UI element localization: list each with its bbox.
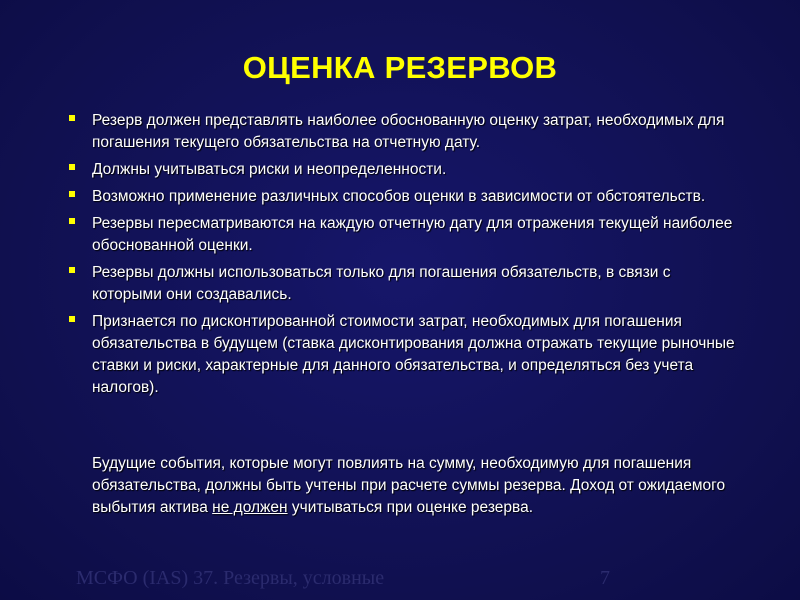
bullet-text: Возможно применение различных способов оценки в зависимости от обстоятельств. — [92, 188, 706, 205]
bullet-text: Должны учитываться риски и неопределенности. — [92, 161, 447, 178]
square-bullet-icon — [69, 191, 75, 197]
bullet-text: Признается по дисконтированной стоимости затрат, необходимых для погашения обязательства в будущем (ставка дисконтирования должна отражать текущие рыночные ставки и риски, характерные для данного обязательства, и определяться без учета налогов). — [92, 313, 735, 396]
square-bullet-icon — [69, 267, 75, 273]
note-text-after: учитываться при оценке резерва. — [287, 499, 533, 516]
note-underlined-text: не должен — [212, 499, 288, 516]
bullet-text: Резервы пересматриваются на каждую отчетную дату для отражения текущей наиболее обоснованной оценки. — [92, 215, 733, 254]
bullet-text: Резервы должны использоваться только для погашения обязательств, в связи с которыми они создавались. — [92, 264, 671, 303]
list-item — [66, 159, 736, 181]
bullet-text: Резерв должен представлять наиболее обоснованную оценку затрат, необходимых для погашения текущего обязательства на отчетную дату. — [92, 112, 725, 151]
list-item — [66, 110, 736, 154]
slide-title: ОЦЕНКА РЕЗЕРВОВ — [242, 50, 558, 85]
list-item — [66, 213, 736, 257]
page-number: 7 — [600, 567, 610, 589]
note-paragraph — [92, 453, 732, 519]
square-bullet-icon — [69, 164, 75, 170]
note-text-before: Будущие события, которые могут повлиять на сумму, необходимую для погашения обязательства, должны быть учтены при расчете суммы резерва. Доход от ожидаемого выбытия актива — [92, 455, 726, 516]
bullet-list — [66, 110, 736, 404]
list-item — [66, 311, 736, 399]
list-item — [66, 186, 736, 208]
list-item — [66, 262, 736, 306]
square-bullet-icon — [69, 316, 75, 322]
square-bullet-icon — [69, 218, 75, 224]
footer-caption: МСФО (IAS) 37. Резервы, условные — [76, 567, 385, 589]
square-bullet-icon — [69, 115, 75, 121]
